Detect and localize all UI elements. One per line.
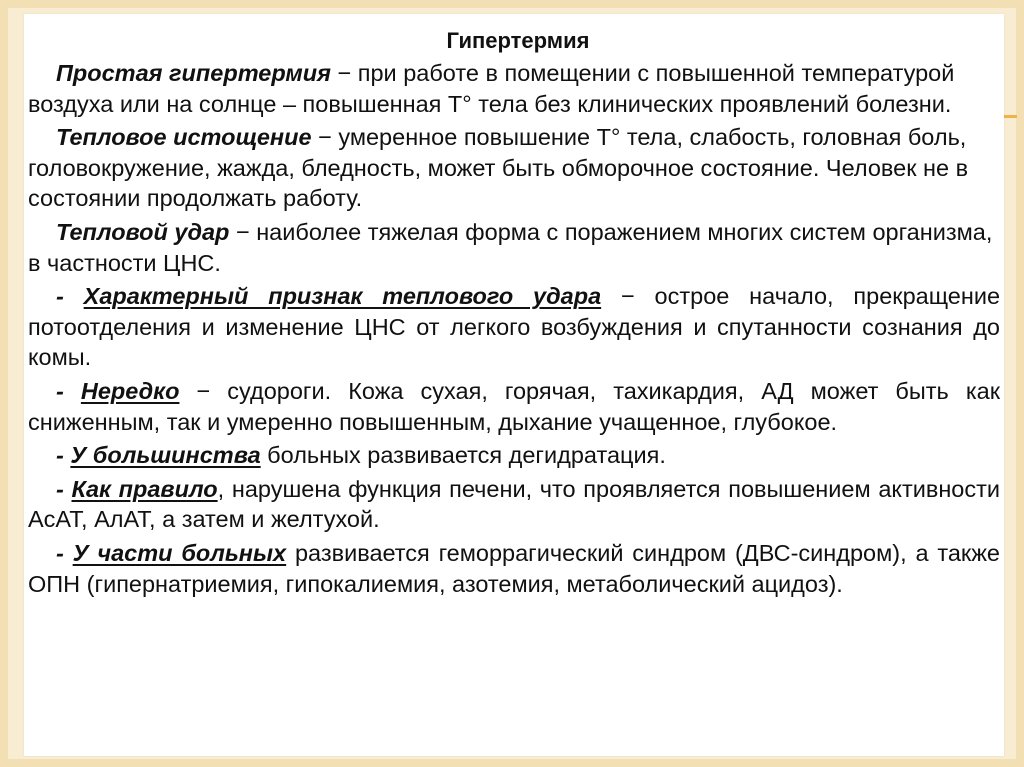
- term-heat-stroke: Тепловой удар: [56, 218, 230, 245]
- bullet-dash: -: [56, 475, 72, 502]
- bullet-dash: -: [56, 283, 84, 310]
- bullet-dash: -: [56, 442, 71, 469]
- accent-tick-mark: [1003, 115, 1017, 118]
- paragraph-heat-stroke: [28, 217, 1000, 278]
- paragraph-text: больных развивается дегидратация.: [260, 442, 666, 469]
- bullet-dash: -: [56, 377, 81, 404]
- slide-content: [28, 26, 1000, 602]
- term-often: Нередко: [80, 377, 180, 404]
- paragraph-text: − при работе в помещении с повышенной температурой воздуха или на солнце – повышенная Т° тела без клинических проявлений болезни.: [28, 60, 955, 117]
- bullet-dash: -: [56, 539, 73, 566]
- paragraph-simple-hyperthermia: [28, 58, 1000, 119]
- paragraph-text: , нарушена функция печени, что проявляется повышением активности АсАТ, АлАТ, а затем и желтухой.: [28, 475, 1001, 533]
- term-simple-hyperthermia: Простая гипертермия: [56, 60, 331, 86]
- paragraph-text: − умеренное повышение Т° тела, слабость, головная боль, головокружение, жажда, бледность, может быть обморочное состояние. Человек не в состоянии продолжать работу.: [28, 124, 969, 212]
- page-title: Гипертермия: [446, 28, 590, 53]
- term-heat-exhaustion: Тепловое истощение: [56, 124, 312, 151]
- term-as-a-rule: Как правило: [71, 475, 218, 502]
- paragraph-some-patients: [28, 538, 1000, 599]
- term-characteristic-sign: Характерный признак теплового удара: [83, 283, 602, 310]
- term-some-patients: У части больных: [72, 539, 287, 566]
- paragraph-as-a-rule: [28, 474, 1000, 535]
- frame-border-right: [1016, 0, 1024, 767]
- paragraph-text: − судороги. Кожа сухая, горячая, тахикардия, АД может быть как сниженным, так и умеренно повышенным, дыхание учащенное, глубокое.: [28, 377, 1000, 435]
- slide-page: [24, 14, 1004, 756]
- frame-border-bottom: [0, 759, 1024, 767]
- paragraph-majority: [28, 440, 1000, 471]
- frame-border-left: [0, 0, 8, 767]
- term-majority: У большинства: [70, 442, 261, 469]
- paragraph-text: − острое начало, прекращение потоотделения и изменение ЦНС от легкого возбуждения и спутанности сознания до комы.: [28, 283, 1001, 371]
- frame-border-top: [0, 0, 1024, 8]
- paragraph-often: [28, 376, 1000, 437]
- paragraph-text: − наиболее тяжелая форма с поражением многих систем организма, в частности ЦНС.: [28, 218, 993, 276]
- paragraph-text: развивается геморрагический синдром (ДВС-синдром), а также ОПН (гипернатриемия, гипокалиемия, азотемия, метаболический ацидоз).: [28, 539, 1000, 597]
- paragraph-characteristic-sign: [28, 281, 1000, 373]
- paragraph-heat-exhaustion: [28, 122, 1000, 214]
